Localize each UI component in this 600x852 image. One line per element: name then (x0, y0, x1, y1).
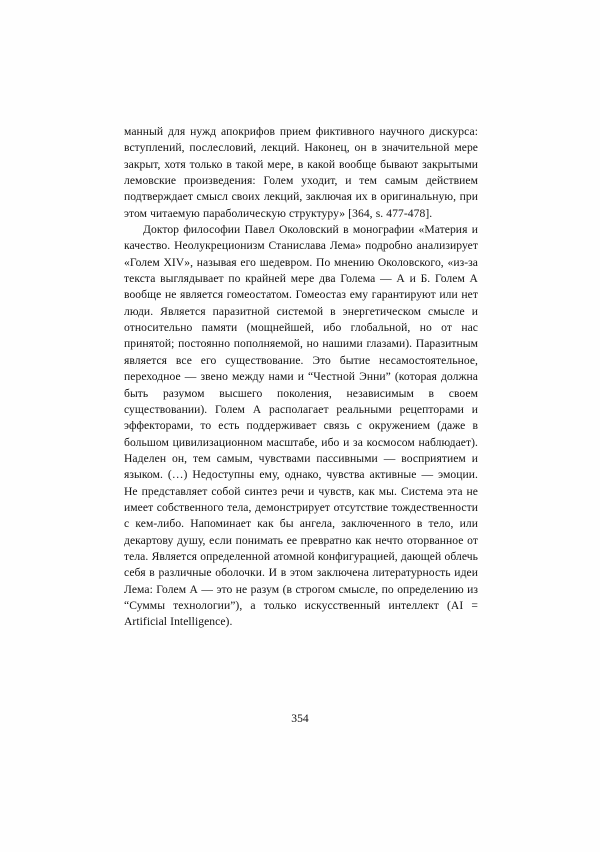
body-paragraph-1: манный для нужд апокрифов прием фиктивного научного дискурса: вступлений, послесловий, лекций. Наконец, он в значительной мере закрыт, хотя только в такой мере, в какой вообще бывают закрытыми лемовские произведения: Голем уходит, и тем самым действием подтверждает смысл своих лекций, заключая их в оригинальную, при этом читаемую параболическую структуру» [364, s. 477-478]. (124, 125, 478, 220)
text-column (124, 124, 478, 631)
body-paragraph-2: Доктор философии Павел Околовский в монографии «Материя и качество. Неолукреционизм Станислава Лема» подробно анализирует «Голем XIV», называя его шедевром. По мнению Околовского, «из-за текста выглядывает по крайней мере два Голема — А и Б. Голем А вообще не является гомеостатом. Гомеостаз ему гарантируют или нет люди. Является паразитной системой в энергетическом смысле и относительно памяти (мощнейшей, ибо глобальной, но от нас принятой; постоянно пополняемой, но нашими глазами). Паразитным является все его существование. Это бытие несамостоятельное, переходное — звено между нами и “Честной Энни” (которая должна быть разумом высшего поколения, независимым в своем существовании). Голем А располагает реальными рецепторами и эффекторами, то есть поддерживает связь с окружением (даже в большом цивилизационном масштабе, ибо и за космосом наблюдает). Наделен он, тем самым, чувствами пассивными — восприятием и языком. (…) Недоступны ему, однако, чувства активные — эмоции. Не представляет собой синтез речи и чувств, как мы. Система эта не имеет собственного тела, демонстрирует отсутствие тождественности с кем-либо. Напоминает как бы ангела, заключенного в тело, или декартову душу, если понимать ее превратно как нечто оторванное от тела. Является определенной атомной конфигурацией, дающей облечь себя в различные оболочки. И в этом заключена литературность идеи Лема: Голем А — это не разум (в строгом смысле, по определению из “Суммы технологии”), а только искусственный интеллект (AI = Artificial Intelligence). (124, 223, 478, 629)
page-number: 354 (291, 712, 309, 725)
